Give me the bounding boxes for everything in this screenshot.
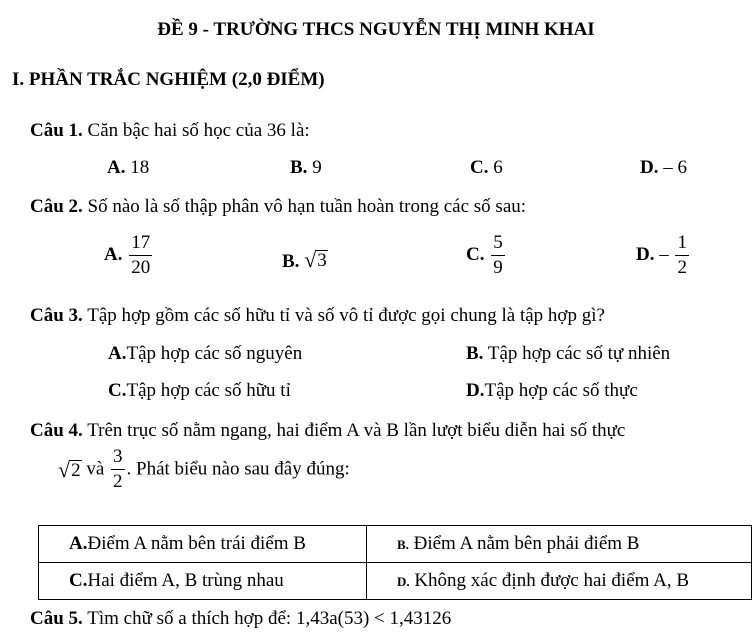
q3-option-c[interactable]	[108, 380, 291, 402]
q1-option-b[interactable]	[290, 157, 322, 179]
option-letter: A.	[104, 243, 123, 265]
q4-option-c[interactable]	[39, 563, 367, 600]
question-5	[30, 608, 451, 630]
option-letter: C.	[69, 570, 88, 591]
square-root	[58, 456, 82, 482]
option-letter: D.	[466, 380, 485, 401]
numerator: 17	[131, 232, 151, 253]
option-letter: A.	[107, 157, 126, 178]
question-label: Câu 4.	[30, 420, 83, 441]
numerator: 5	[493, 232, 503, 253]
option-text: Tập hợp các số tự nhiên	[487, 343, 671, 364]
option-letter: D.	[636, 243, 655, 265]
option-text: 9	[312, 157, 322, 178]
numerator: 3	[113, 446, 123, 467]
question-4-continuation	[58, 446, 350, 493]
q1-option-a[interactable]	[107, 157, 149, 179]
joiner-text: và	[86, 458, 105, 480]
q2-option-a[interactable]	[104, 232, 154, 279]
option-text: Tập hợp các số thực	[484, 380, 638, 401]
fraction	[491, 232, 505, 279]
q2-option-c[interactable]	[466, 232, 507, 279]
denominator: 2	[113, 471, 123, 492]
option-text: Điểm A nằm bên phải điểm B	[413, 533, 640, 554]
option-letter: C.	[470, 157, 489, 178]
q4-option-b[interactable]	[366, 526, 751, 563]
option-letter: A.	[108, 343, 127, 364]
q3-option-d[interactable]	[466, 380, 638, 402]
section-heading: I. PHẦN TRẮC NGHIỆM (2,0 ĐIỂM)	[12, 69, 325, 90]
question-label: Câu 2.	[30, 196, 83, 217]
q4-option-a[interactable]	[39, 526, 367, 563]
q4-option-d[interactable]	[366, 563, 751, 600]
option-text: Điểm A nằm bên trái điểm B	[87, 533, 306, 554]
q4-answer-table	[38, 525, 752, 600]
option-text: Hai điểm A, B trùng nhau	[87, 570, 284, 591]
option-text: Tập hợp các số nguyên	[126, 343, 303, 364]
question-3	[30, 305, 605, 327]
exam-title: ĐỀ 9 - TRƯỜNG THCS NGUYỄN THỊ MINH KHAI	[157, 19, 595, 40]
radicand: 2	[71, 459, 81, 481]
option-text: Không xác định được hai điểm A, B	[414, 570, 690, 591]
minus-sign: –	[659, 243, 669, 265]
option-text: – 6	[663, 157, 687, 178]
option-text: 18	[130, 157, 150, 178]
radical-sign-icon: √	[304, 247, 317, 272]
option-letter: B.	[396, 537, 409, 552]
radical-sign-icon: √	[58, 456, 71, 482]
radicand: 3	[317, 250, 327, 271]
denominator: 20	[131, 257, 151, 278]
q2-option-d[interactable]	[636, 232, 691, 279]
option-letter: C.	[108, 380, 127, 401]
question-text-tail: . Phát biểu nào sau đây đúng:	[126, 458, 350, 480]
square-root	[304, 249, 328, 271]
denominator: 2	[677, 257, 687, 278]
denominator: 9	[493, 257, 503, 278]
question-label: Câu 3.	[30, 305, 83, 326]
q1-option-c[interactable]	[470, 157, 503, 179]
question-text: Trên trục số nằm ngang, hai điểm A và B lần lượt biểu diễn hai số thực	[87, 420, 626, 441]
question-4	[30, 420, 625, 442]
q1-option-d[interactable]	[640, 157, 687, 179]
question-text: Tập hợp gồm các số hữu tỉ và số vô tỉ được gọi chung là tập hợp gì?	[87, 305, 605, 326]
option-letter: D.	[640, 157, 659, 178]
question-text: Số nào là số thập phân vô hạn tuần hoàn trong các số sau:	[87, 196, 527, 217]
numerator: 1	[677, 232, 687, 253]
fraction	[129, 232, 152, 279]
question-2	[30, 196, 526, 218]
option-letter: C.	[466, 243, 485, 265]
fraction	[111, 446, 125, 493]
q2-option-b[interactable]	[282, 249, 328, 273]
q3-option-a[interactable]	[108, 343, 302, 365]
option-letter: B.	[466, 343, 484, 364]
question-1	[30, 120, 310, 142]
fraction	[675, 232, 689, 279]
question-text: Tìm chữ số a thích hợp để: 1,43a(53) < 1,43126	[87, 608, 452, 629]
option-text: 6	[493, 157, 503, 178]
option-letter: B.	[290, 157, 308, 178]
question-label: Câu 1.	[30, 120, 83, 141]
question-label: Câu 5.	[30, 608, 83, 629]
option-letter: A.	[69, 533, 88, 554]
q3-option-b[interactable]	[466, 343, 670, 365]
option-text: Tập hợp các số hữu tỉ	[126, 380, 291, 401]
option-letter: B.	[282, 251, 300, 272]
option-letter: D.	[396, 574, 410, 589]
question-text: Căn bậc hai số học của 36 là:	[87, 120, 310, 141]
